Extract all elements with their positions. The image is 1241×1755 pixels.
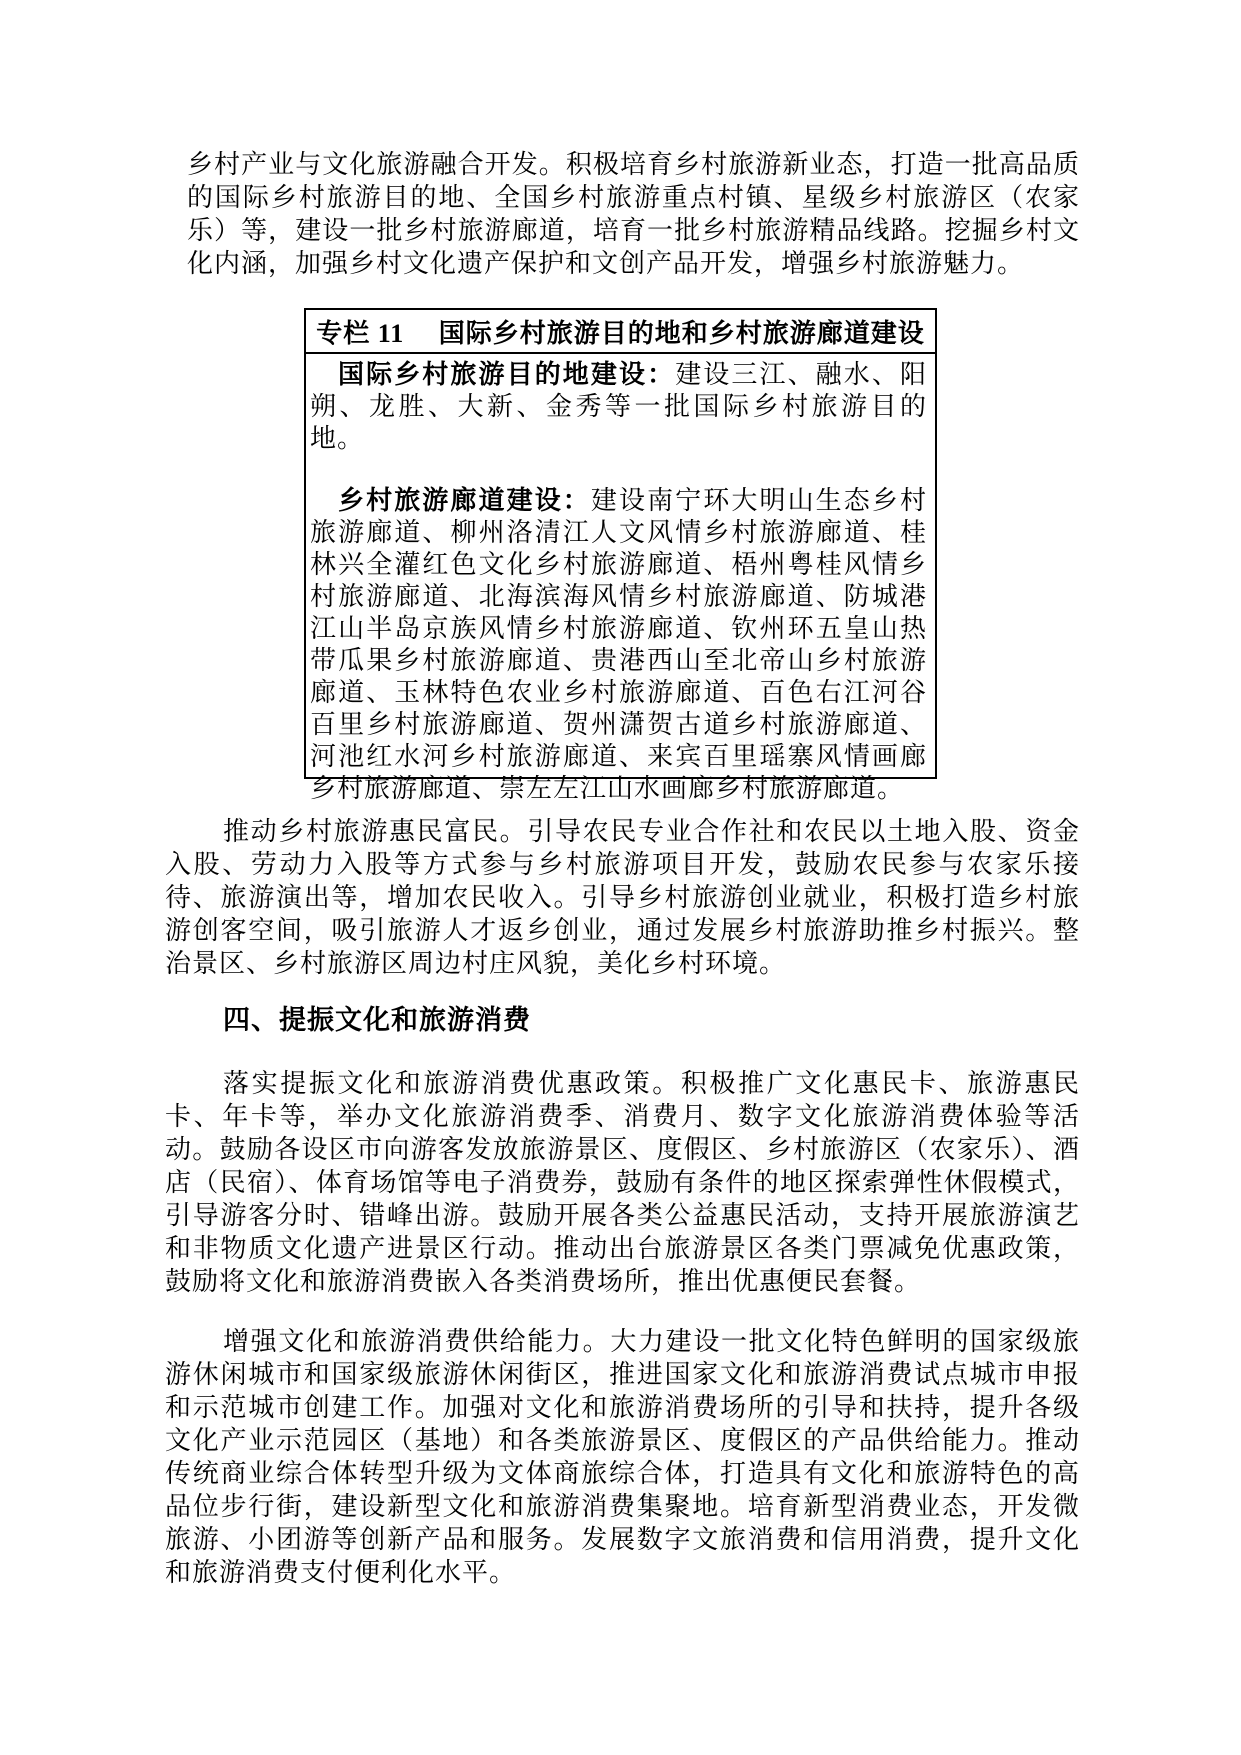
column-11-box (304, 308, 937, 803)
box-paragraph2-text: 建设南宁环大明山生态乡村旅游廊道、柳州洛清江人文风情乡村旅游廊道、桂林兴全灌红色文化乡村旅游廊道、梧州粤桂风情乡村旅游廊道、北海滨海风情乡村旅游廊道、防城港江山半岛京族风情乡村旅游廊道、钦州环五皇山热带瓜果乡村旅游廊道、贵港西山至北帝山乡村旅游廊道、玉林特色农业乡村旅游廊道、百色右江河谷百里乡村旅游廊道、贺州潇贺古道乡村旅游廊道、河池红水河乡村旅游廊道、来宾百里瑶寨风情画廊乡村旅游廊道、崇左左江山水画廊乡村旅游廊道。 (310, 486, 927, 803)
paragraph-consumption-supply-capacity: 增强文化和旅游消费供给能力。大力建设一批文化特色鲜明的国家级旅游休闲城市和国家级旅游休闲街区，推进国家文化和旅游消费试点城市申报和示范城市创建工作。加强对文化和旅游消费场所的引导和扶持，提升各级文化产业示范园区（基地）和各类旅游景区、度假区的产品供给能力。推动传统商业综合体转型升级为文体商旅综合体，打造具有文化和旅游特色的高品位步行街，建设新型文化和旅游消费集聚地。培育新型消费业态，开发微旅游、小团游等创新产品和服务。发展数字文旅消费和信用消费，提升文化和旅游消费支付便利化水平。 (165, 1327, 1080, 1587)
box-paragraph2-lead: 乡村旅游廊道建设： (338, 486, 591, 515)
section-heading-4-boost-consumption: 四、提振文化和旅游消费 (223, 1005, 531, 1035)
box-paragraph1-lead: 国际乡村旅游目的地建设： (338, 360, 676, 389)
paragraph-rural-industry-integration: 乡村产业与文化旅游融合开发。积极培育乡村旅游新业态，打造一批高品质的国际乡村旅游目的地、全国乡村旅游重点村镇、星级乡村旅游区（农家乐）等，建设一批乡村旅游廊道，培育一批乡村旅游精品线路。挖掘乡村文化内涵，加强乡村文化遗产保护和文创产品开发，增强乡村旅游魅力。 (187, 150, 1080, 278)
paragraph-consumption-preferential-policies: 落实提振文化和旅游消费优惠政策。积极推广文化惠民卡、旅游惠民卡、年卡等，举办文化旅游消费季、消费月、数字文化旅游消费体验等活动。鼓励各设区市向游客发放旅游景区、度假区、乡村旅游区（农家乐）、酒店（民宿）、体育场馆等电子消费券，鼓励有条件的地区探索弹性休假模式，引导游客分时、错峰出游。鼓励开展各类公益惠民活动，支持开展旅游演艺和非物质文化遗产进景区行动。推动出台旅游景区各类门票减免优惠政策，鼓励将文化和旅游消费嵌入各类消费场所，推出优惠便民套餐。 (165, 1069, 1080, 1296)
box-paragraph1-text: 建设三江、融水、阳朔、龙胜、大新、金秀等一批国际乡村旅游目的地。 (310, 360, 927, 453)
box-paragraph-tourism-corridors (310, 485, 927, 805)
column-11-box-title: 专栏 11 国际乡村旅游目的地和乡村旅游廊道建设 (306, 310, 935, 354)
column-11-box-body (306, 354, 935, 805)
paragraph-benefit-farmers: 推动乡村旅游惠民富民。引导农民专业合作社和农民以土地入股、资金入股、劳动力入股等方式参与乡村旅游项目开发，鼓励农民参与农家乐接待、旅游演出等，增加农民收入。引导乡村旅游创业就业，积极打造乡村旅游创客空间，吸引旅游人才返乡创业，通过发展乡村旅游助推乡村振兴。整治景区、乡村旅游区周边村庄风貌，美化乡村环境。 (165, 817, 1080, 978)
box-paragraph-international-destinations (310, 359, 927, 455)
